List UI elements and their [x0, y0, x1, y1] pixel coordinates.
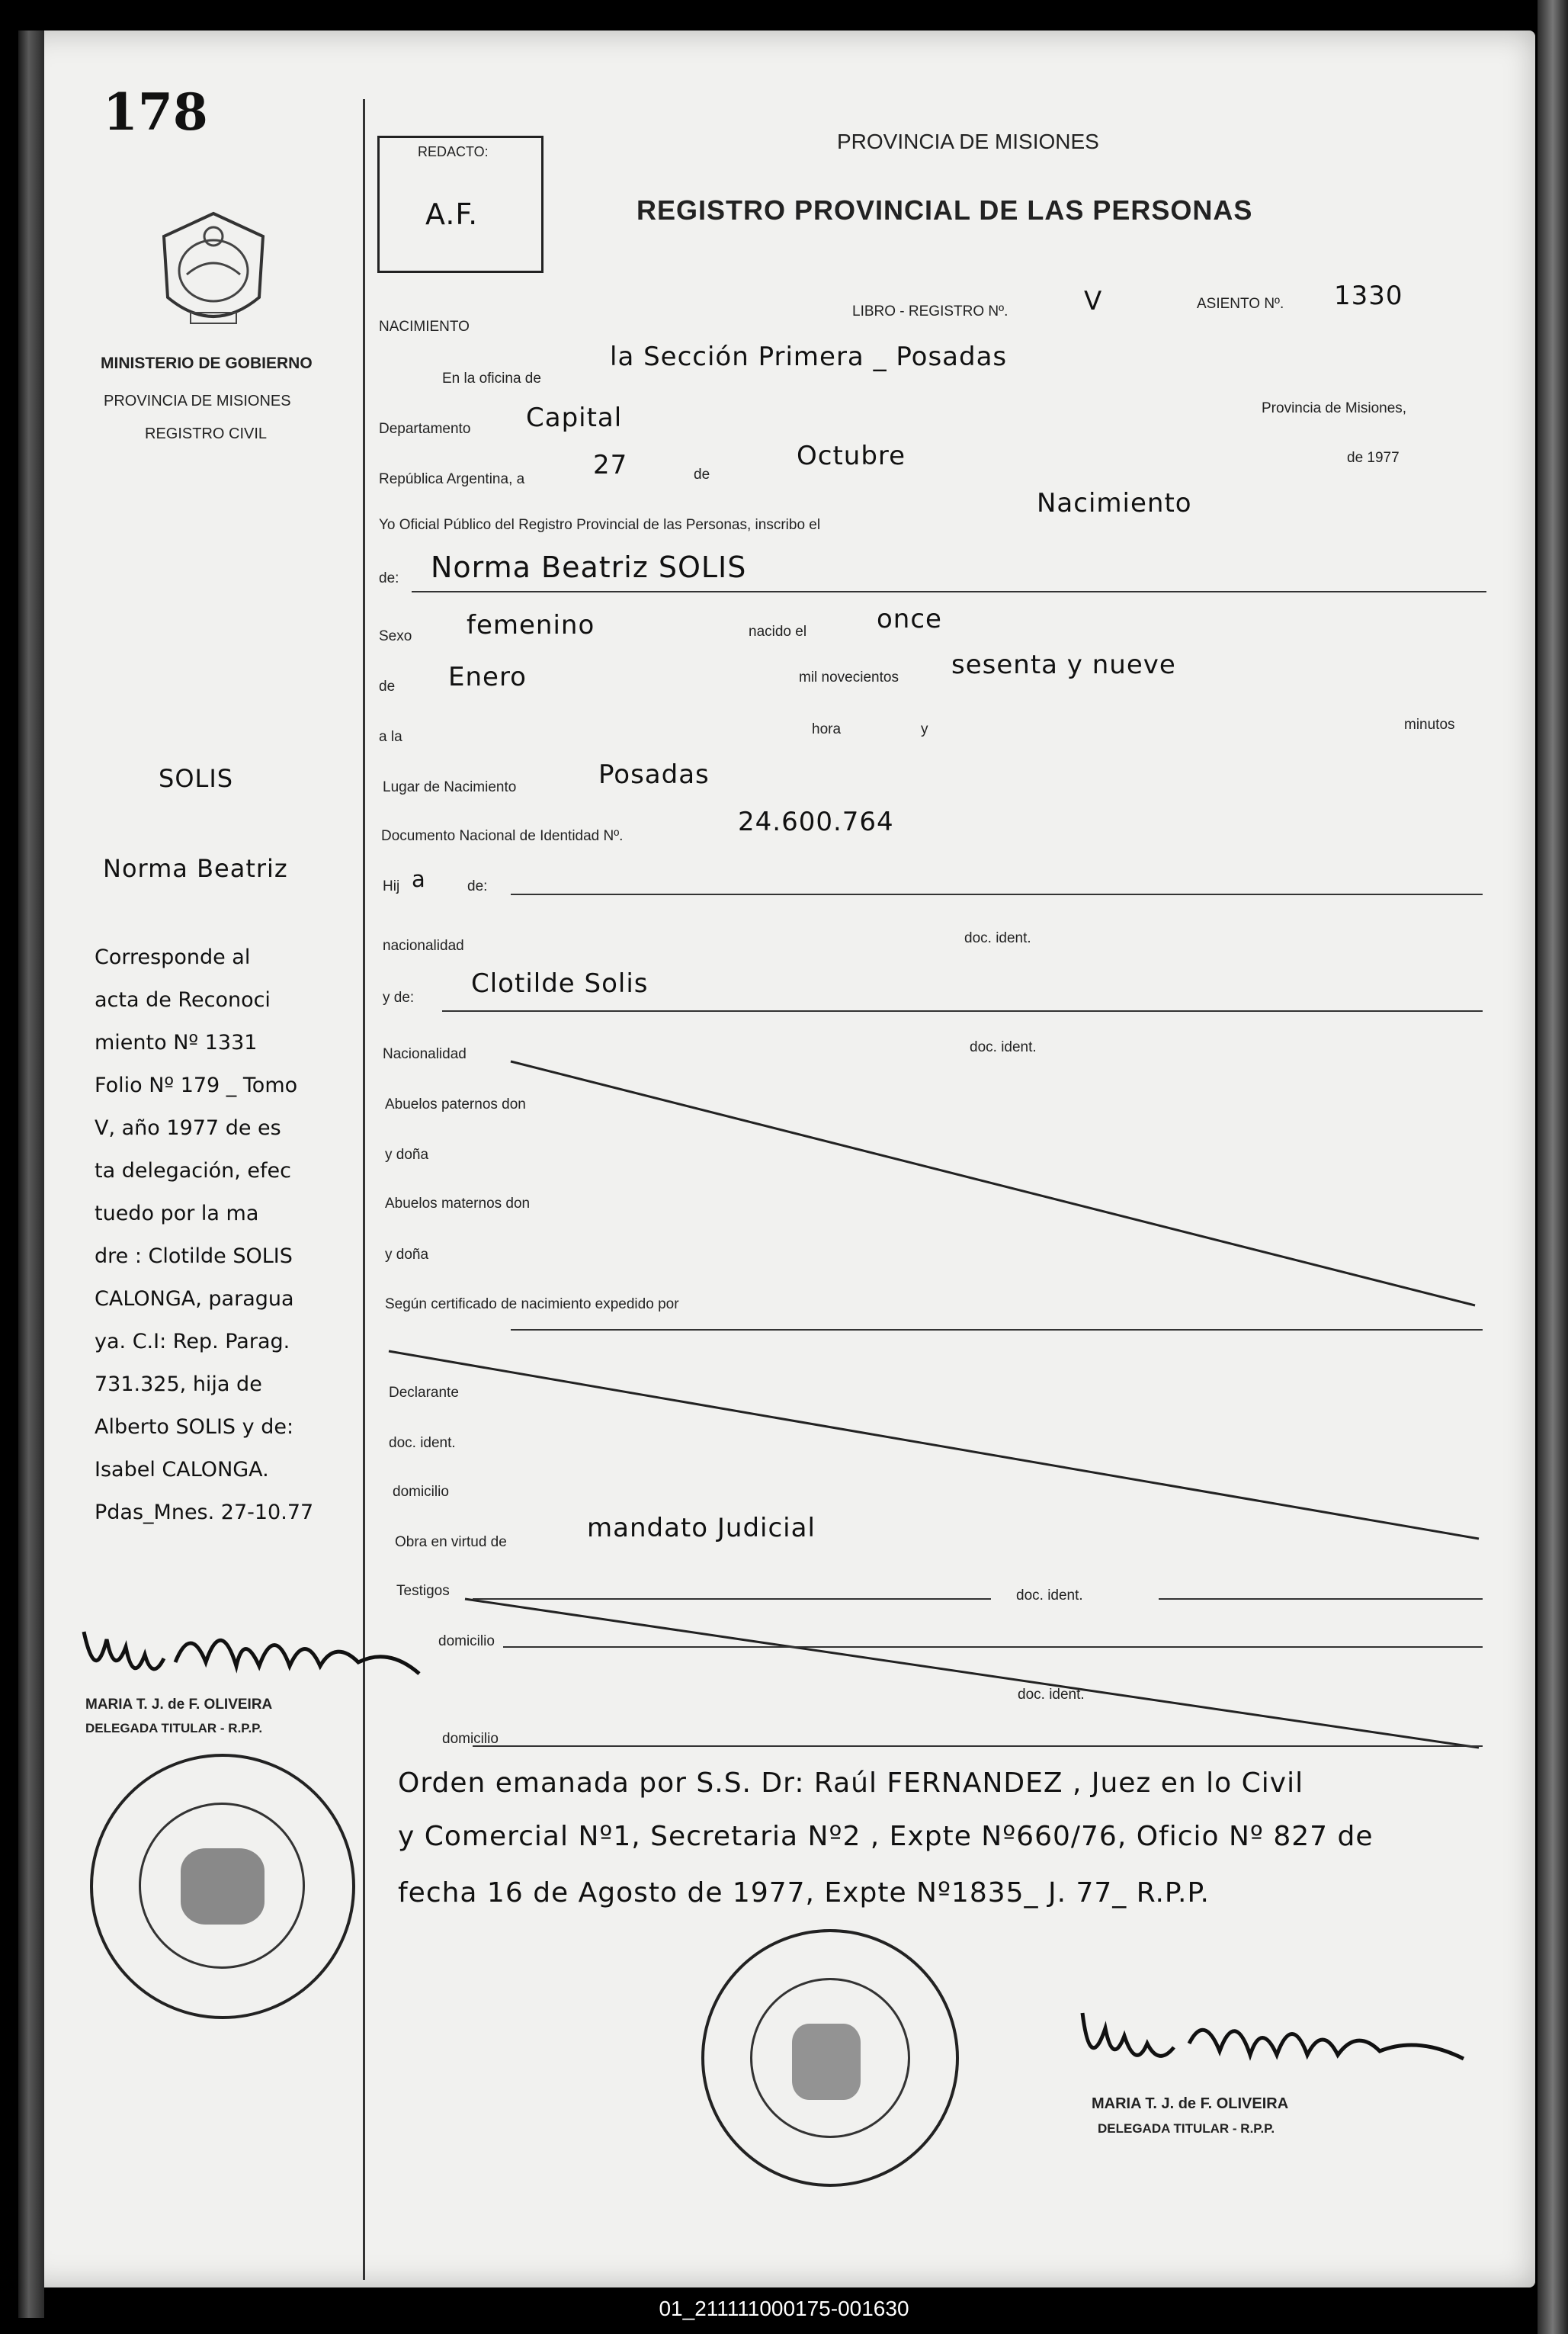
- month-value: Octubre: [797, 441, 906, 471]
- minutos-label: minutos: [1404, 717, 1455, 733]
- domicilio1-label: domicilio: [393, 1484, 449, 1500]
- sexo-label: Sexo: [379, 628, 412, 644]
- signature-left-icon: [61, 1601, 427, 1700]
- ydona1-label: y doña: [385, 1147, 429, 1163]
- header-province: PROVINCIA DE MISIONES: [837, 130, 1099, 153]
- signature-left-role: DELEGADA TITULAR - R.P.P.: [85, 1721, 263, 1735]
- margin-note-line: tuedo por la ma: [95, 1202, 259, 1225]
- provincia-label: Provincia de Misiones,: [1262, 400, 1407, 416]
- asiento-value: 1330: [1334, 281, 1403, 311]
- birth-year: sesenta y nueve: [951, 650, 1176, 680]
- margin-note-line: Corresponde al: [95, 945, 251, 969]
- hijo-value: a: [412, 866, 425, 892]
- signature-right-name: MARIA T. J. de F. OLIVEIRA: [1092, 2095, 1289, 2112]
- margin-note-line: Pdas_Mnes. 27-10.77: [95, 1501, 314, 1524]
- yde-label: y de:: [383, 990, 415, 1006]
- margin-note-line: acta de Reconoci: [95, 988, 271, 1012]
- oficial-label: Yo Oficial Público del Registro Provincial de las Personas, inscribo el: [379, 517, 821, 533]
- margin-note-line: Isabel CALONGA.: [95, 1458, 269, 1482]
- de-label: de: [694, 467, 710, 483]
- registered-name: Norma Beatriz SOLIS: [431, 551, 747, 584]
- doc-ident4-label: doc. ident.: [1016, 1588, 1083, 1604]
- segun-label: Según certificado de nacimiento expedido por: [385, 1296, 679, 1312]
- margin-note-line: miento Nº 1331: [95, 1031, 258, 1055]
- year-label: de 1977: [1347, 450, 1400, 466]
- testigos-label: Testigos: [396, 1583, 450, 1599]
- abuelos-maternos-label: Abuelos maternos don: [385, 1196, 531, 1212]
- registry-stamp-left: [90, 1754, 355, 2019]
- domicilio3-label: domicilio: [442, 1731, 499, 1747]
- registry-stamp-right: [701, 1929, 959, 2187]
- dni-value: 24.600.764: [738, 807, 894, 837]
- margin-note-line: ya. C.I: Rep. Parag.: [95, 1330, 290, 1353]
- nacionalidad2-label: Nacionalidad: [383, 1046, 467, 1062]
- margin-note-line: CALONGA, paragua: [95, 1287, 294, 1311]
- obra-value: mandato Judicial: [587, 1513, 816, 1543]
- nacido-value: once: [877, 604, 942, 634]
- ala-label: a la: [379, 729, 402, 745]
- nacionalidad-label: nacionalidad: [383, 938, 464, 954]
- sexo-value: femenino: [467, 610, 595, 640]
- margin-note-line: ta delegación, efec: [95, 1159, 291, 1183]
- republica-label: República Argentina, a: [379, 471, 525, 487]
- margin-note-line: dre : Clotilde SOLIS: [95, 1244, 293, 1268]
- province-label: PROVINCIA DE MISIONES: [104, 393, 291, 409]
- domicilio2-label: domicilio: [438, 1633, 495, 1649]
- lugar-label: Lugar de Nacimiento: [383, 779, 517, 795]
- de3-label: de: [379, 679, 396, 695]
- margin-note-line: Folio Nº 179 _ Tomo: [95, 1074, 298, 1097]
- header-title: REGISTRO PROVINCIAL DE LAS PERSONAS: [636, 194, 1253, 226]
- ydona2-label: y doña: [385, 1247, 429, 1263]
- oficina-value: la Sección Primera _ Posadas: [610, 342, 1008, 372]
- margin-note: [95, 936, 313, 1534]
- signature-left-name: MARIA T. J. de F. OLIVEIRA: [85, 1697, 273, 1713]
- record-type-label: NACIMIENTO: [379, 319, 470, 335]
- doc-ident-label: doc. ident.: [964, 930, 1031, 946]
- birth-month: Enero: [448, 662, 527, 692]
- redacto-value: A.F.: [425, 197, 479, 231]
- departamento-value: Capital: [526, 403, 623, 433]
- de2-label: de:: [379, 570, 399, 586]
- page-number: 178: [103, 82, 208, 142]
- margin-note-line: 731.325, hija de: [95, 1372, 262, 1396]
- hora-label: hora: [812, 721, 842, 737]
- margin-surname: SOLIS: [159, 764, 234, 793]
- doc-ident5-label: doc. ident.: [1018, 1687, 1085, 1703]
- image-footer-id: 01_211111000175-001630: [659, 2297, 909, 2320]
- order-line-3: fecha 16 de Agosto de 1977, Expte Nº1835_ J. 77_ R.P.P.: [398, 1877, 1210, 1909]
- redacto-label: REDACTO:: [418, 144, 489, 159]
- y-label: y: [921, 721, 928, 737]
- registry-label: REGISTRO CIVIL: [145, 425, 268, 442]
- margin-given-name: Norma Beatriz: [103, 854, 288, 883]
- order-line-1: Orden emanada por S.S. Dr: Raúl FERNANDEZ , Juez en lo Civil: [398, 1767, 1304, 1799]
- doc-ident3-label: doc. ident.: [389, 1435, 456, 1451]
- libro-label: LIBRO - REGISTRO Nº.: [852, 303, 1008, 319]
- nacido-label: nacido el: [749, 624, 807, 640]
- signature-right-role: DELEGADA TITULAR - R.P.P.: [1098, 2121, 1275, 2136]
- asiento-label: ASIENTO Nº.: [1197, 296, 1284, 312]
- order-line-2: y Comercial Nº1, Secretaria Nº2 , Expte Nº660/76, Oficio Nº 827 de: [398, 1821, 1374, 1852]
- abuelos-paternos-label: Abuelos paternos don: [385, 1096, 526, 1112]
- day-value: 27: [593, 450, 628, 480]
- libro-value: V: [1084, 286, 1103, 316]
- hijo-de-label: de:: [467, 878, 488, 894]
- hijo-label: Hij: [383, 878, 400, 894]
- doc-ident2-label: doc. ident.: [970, 1039, 1037, 1055]
- mil-label: mil novecientos: [799, 669, 899, 685]
- margin-note-line: Alberto SOLIS y de:: [95, 1415, 294, 1439]
- mother-name: Clotilde Solis: [471, 968, 649, 999]
- dni-label: Documento Nacional de Identidad Nº.: [381, 828, 624, 844]
- signature-right-icon: [1052, 1990, 1479, 2089]
- departamento-label: Departamento: [379, 421, 471, 437]
- ministry-label: MINISTERIO DE GOBIERNO: [101, 355, 313, 372]
- oficial-value: Nacimiento: [1037, 488, 1192, 518]
- lugar-value: Posadas: [598, 759, 710, 790]
- declarante-label: Declarante: [389, 1385, 459, 1401]
- oficina-label: En la oficina de: [442, 371, 541, 387]
- obra-label: Obra en virtud de: [395, 1534, 507, 1550]
- margin-note-line: V, año 1977 de es: [95, 1116, 281, 1140]
